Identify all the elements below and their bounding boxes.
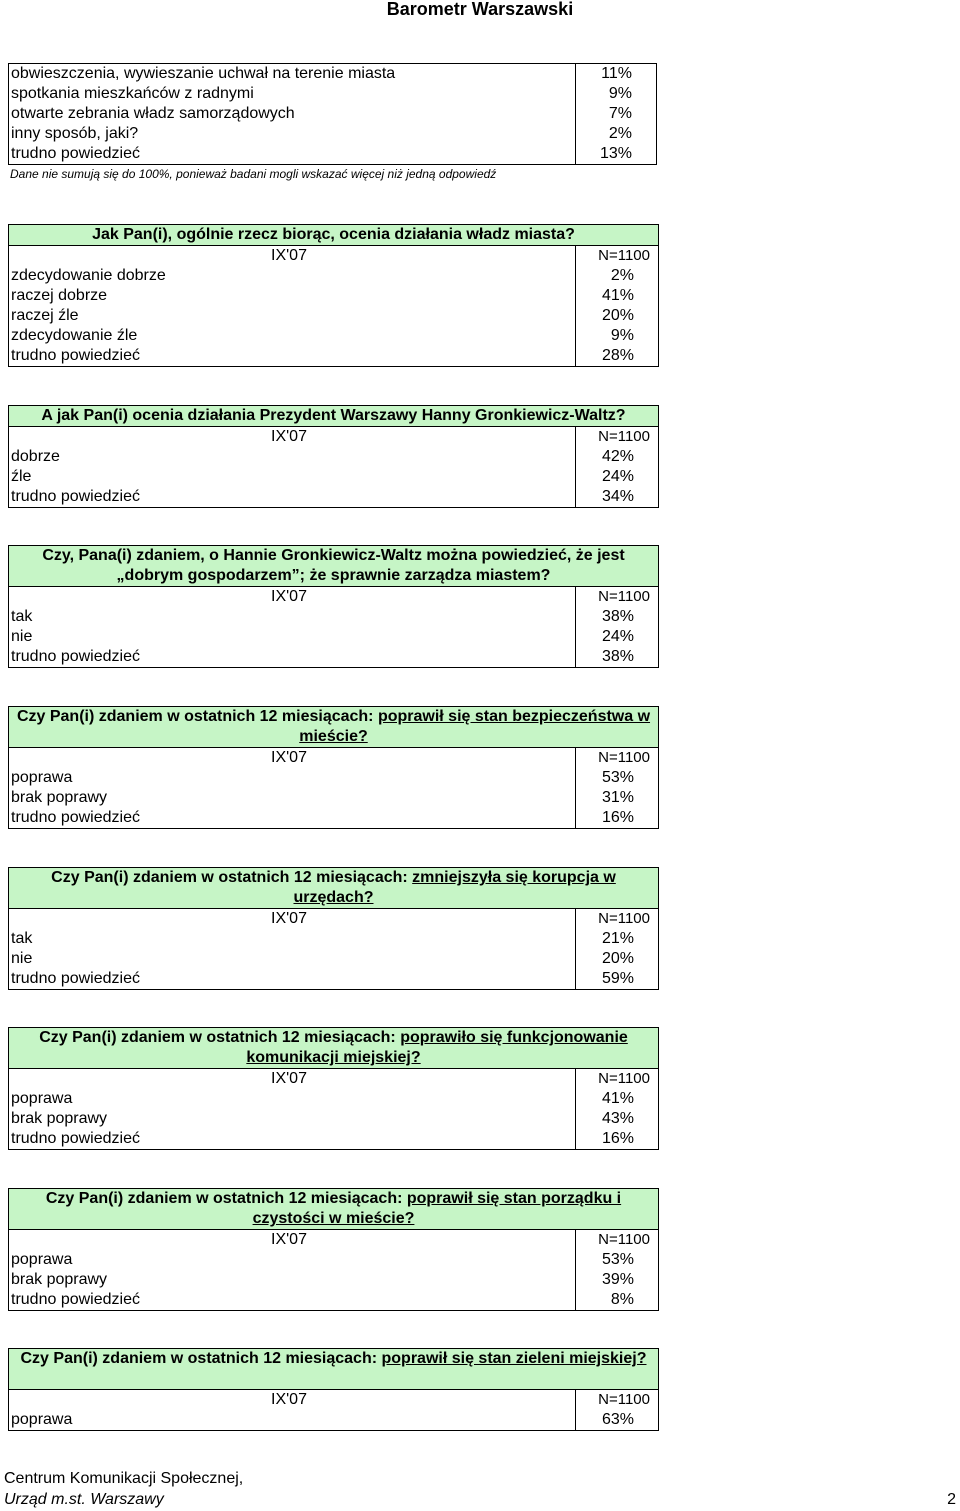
- row-value: 38%: [601, 608, 634, 625]
- table-row: [9, 84, 656, 104]
- row-value: 21%: [601, 930, 634, 947]
- row-value: 53%: [601, 769, 634, 786]
- question-block: [8, 706, 659, 829]
- wave-header: [9, 1230, 658, 1250]
- wave-label: IX'07: [271, 1231, 307, 1248]
- footer-office: Urząd m.st. Warszawy: [4, 1491, 164, 1508]
- table-row: [9, 1250, 658, 1270]
- table-row: [9, 64, 656, 84]
- row-label: brak poprawy: [11, 789, 108, 806]
- question-topic: poprawił się stan bezpieczeństwa w mieście?: [299, 708, 651, 745]
- table-row: [9, 627, 658, 647]
- table-row: [9, 1290, 658, 1310]
- question-prefix: Czy Pan(i) zdaniem w ostatnich 12 miesiącach:: [20, 1350, 382, 1367]
- row-label: trudno powiedzieć: [11, 809, 140, 826]
- question-block: [8, 405, 659, 508]
- row-value: 41%: [601, 287, 634, 304]
- wave-header: [9, 909, 658, 929]
- row-value: 11%: [601, 65, 632, 82]
- row-label: poprawa: [11, 769, 73, 786]
- row-label: poprawa: [11, 1090, 73, 1107]
- row-value: 38%: [601, 648, 634, 665]
- question-prefix: Czy Pan(i) zdaniem w ostatnich 12 miesiącach:: [45, 1190, 407, 1207]
- top-table: [8, 63, 657, 165]
- sample-size: N=1100: [598, 749, 650, 766]
- table-row: [9, 306, 658, 326]
- question-topic: zmniejszyła się korupcja w urzędach?: [293, 869, 616, 906]
- row-value: 31%: [601, 789, 634, 806]
- sample-size: N=1100: [598, 428, 650, 445]
- row-label: inny sposób, jaki?: [11, 125, 139, 142]
- question-title: [9, 546, 658, 587]
- row-value: 59%: [601, 970, 634, 987]
- table-row: [9, 487, 658, 507]
- sample-size: N=1100: [598, 1070, 650, 1087]
- table-row: [9, 607, 658, 627]
- wave-header: [9, 748, 658, 768]
- question-block: [8, 867, 659, 990]
- row-value: 39%: [601, 1271, 634, 1288]
- question-block: [8, 1188, 659, 1311]
- row-value: 16%: [601, 1130, 634, 1147]
- sample-size: N=1100: [598, 1391, 650, 1408]
- question-prefix: Czy Pan(i) zdaniem w ostatnich 12 miesiącach:: [51, 869, 413, 886]
- wave-header: [9, 427, 658, 447]
- row-label: tak: [11, 930, 33, 947]
- table-row: [9, 467, 658, 487]
- wave-label: IX'07: [271, 910, 307, 927]
- table-row: [9, 266, 658, 286]
- wave-label: IX'07: [271, 749, 307, 766]
- wave-label: IX'07: [271, 247, 307, 264]
- table-row: [9, 326, 658, 346]
- table-row: [9, 949, 658, 969]
- table-row: [9, 969, 658, 989]
- row-value: 24%: [601, 468, 634, 485]
- question-topic: poprawiło się funkcjonowanie komunikacji miejskiej?: [246, 1029, 628, 1066]
- question-topic: poprawił się stan zieleni miejskiej?: [381, 1350, 647, 1367]
- row-label: trudno powiedzieć: [11, 970, 140, 987]
- page-number: 2: [947, 1491, 956, 1508]
- wave-label: IX'07: [271, 428, 307, 445]
- row-label: dobrze: [11, 448, 60, 465]
- table-row: [9, 1109, 658, 1129]
- sample-size: N=1100: [598, 1231, 650, 1248]
- wave-label: IX'07: [271, 588, 307, 605]
- question-topic: poprawił się stan porządku i czystości w mieście?: [252, 1190, 622, 1227]
- row-label: brak poprawy: [11, 1110, 108, 1127]
- row-label: trudno powiedzieć: [11, 1291, 140, 1308]
- row-label: spotkania mieszkańców z radnymi: [11, 85, 254, 102]
- row-value: 28%: [601, 347, 634, 364]
- row-label: trudno powiedzieć: [11, 145, 140, 162]
- footnote: Dane nie sumują się do 100%, ponieważ badani mogli wskazać więcej niż jedną odpowiedź: [10, 167, 497, 181]
- question-block: [8, 1348, 659, 1431]
- sample-size: N=1100: [598, 588, 650, 605]
- row-label: nie: [11, 628, 33, 645]
- question-title: Jak Pan(i), ogólnie rzecz biorąc, ocenia działania władz miasta?: [9, 225, 658, 246]
- question-title: [9, 868, 658, 909]
- table-row: [9, 144, 656, 164]
- row-label: otwarte zebrania władz samorządowych: [11, 105, 295, 122]
- footer: [4, 1468, 243, 1510]
- row-label: tak: [11, 608, 33, 625]
- row-label: nie: [11, 950, 33, 967]
- row-label: zdecydowanie źle: [11, 327, 138, 344]
- table-row: [9, 788, 658, 808]
- question-title: [9, 1189, 658, 1230]
- row-value: 16%: [601, 809, 634, 826]
- wave-header: [9, 246, 658, 266]
- row-label: źle: [11, 468, 32, 485]
- row-value: 20%: [601, 950, 634, 967]
- row-value: 41%: [601, 1090, 634, 1107]
- question-title: [9, 1349, 658, 1390]
- question-prefix: Czy Pan(i) zdaniem w ostatnich 12 miesiącach:: [39, 1029, 401, 1046]
- row-value: 9%: [608, 85, 632, 102]
- row-value: 8%: [610, 1291, 634, 1308]
- row-label: raczej dobrze: [11, 287, 108, 304]
- table-row: [9, 647, 658, 667]
- table-row: [9, 929, 658, 949]
- table-row: [9, 124, 656, 144]
- table-row: [9, 286, 658, 306]
- row-value: 20%: [601, 307, 634, 324]
- wave-label: IX'07: [271, 1070, 307, 1087]
- row-value: 24%: [601, 628, 634, 645]
- row-value: 2%: [610, 267, 634, 284]
- question-title: [9, 707, 658, 748]
- footer-org: Centrum Komunikacji Społecznej,: [4, 1470, 244, 1487]
- table-row: [9, 104, 656, 124]
- question-block: [8, 224, 659, 367]
- question-line: „dobrym gospodarzem”; że sprawnie zarządza miastem?: [116, 567, 551, 584]
- table-row: [9, 1089, 658, 1109]
- top-table-rows: [8, 63, 657, 165]
- table-row: [9, 447, 658, 467]
- question-line: Czy, Pana(i) zdaniem, o Hannie Gronkiewicz-Waltz można powiedzieć, że jest: [42, 547, 625, 564]
- row-value: 9%: [610, 327, 634, 344]
- table-row: [9, 346, 658, 366]
- row-label: raczej źle: [11, 307, 79, 324]
- sample-size: N=1100: [598, 247, 650, 264]
- table-row: [9, 808, 658, 828]
- table-row: [9, 1129, 658, 1149]
- sample-size: N=1100: [598, 910, 650, 927]
- row-label: poprawa: [11, 1411, 73, 1428]
- wave-label: IX'07: [271, 1391, 307, 1408]
- row-label: brak poprawy: [11, 1271, 108, 1288]
- row-value: 43%: [601, 1110, 634, 1127]
- wave-header: [9, 1069, 658, 1089]
- wave-header: [9, 587, 658, 607]
- page-title: Barometr Warszawski: [386, 0, 574, 19]
- question-block: [8, 1027, 659, 1150]
- row-value: 7%: [608, 105, 632, 122]
- row-value: 13%: [599, 145, 632, 162]
- wave-header: [9, 1390, 658, 1410]
- row-value: 34%: [601, 488, 634, 505]
- table-row: [9, 1270, 658, 1290]
- row-label: poprawa: [11, 1251, 73, 1268]
- row-label: zdecydowanie dobrze: [11, 267, 166, 284]
- row-value: 63%: [601, 1411, 634, 1428]
- table-row: [9, 768, 658, 788]
- question-prefix: Czy Pan(i) zdaniem w ostatnich 12 miesiącach:: [16, 708, 378, 725]
- question-block: [8, 545, 659, 668]
- question-title: [9, 1028, 658, 1069]
- row-label: trudno powiedzieć: [11, 1130, 140, 1147]
- row-label: trudno powiedzieć: [11, 488, 140, 505]
- row-value: 53%: [601, 1251, 634, 1268]
- row-value: 2%: [608, 125, 632, 142]
- row-label: trudno powiedzieć: [11, 347, 140, 364]
- row-label: trudno powiedzieć: [11, 648, 140, 665]
- row-value: 42%: [601, 448, 634, 465]
- table-row: [9, 1410, 658, 1430]
- question-title: A jak Pan(i) ocenia działania Prezydent Warszawy Hanny Gronkiewicz-Waltz?: [9, 406, 658, 427]
- row-label: obwieszczenia, wywieszanie uchwał na terenie miasta: [11, 65, 396, 82]
